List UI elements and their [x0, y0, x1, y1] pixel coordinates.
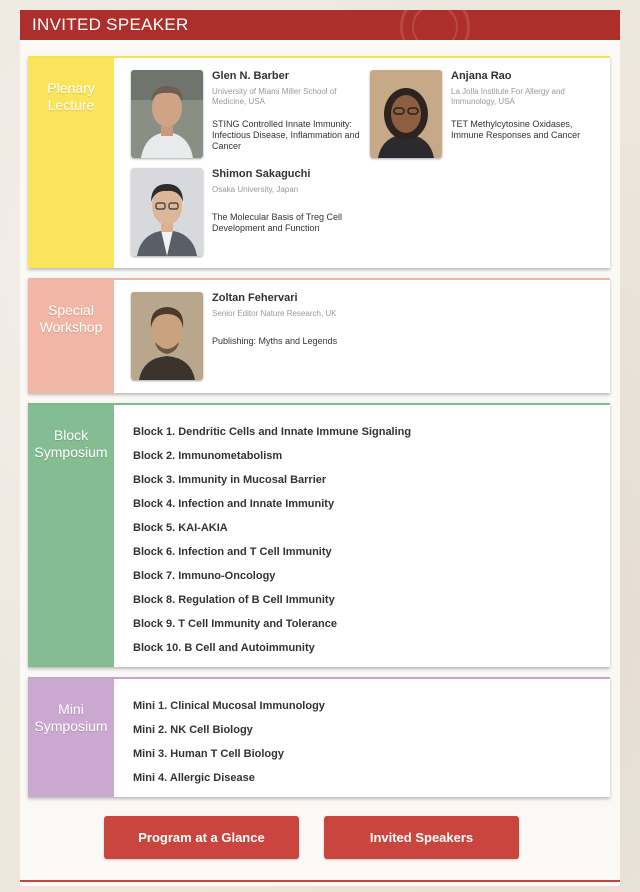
speaker-name: Zoltan Fehervari	[212, 292, 298, 304]
section-label-line: Special	[48, 302, 94, 318]
program-at-a-glance-button[interactable]: Program at a Glance	[104, 816, 299, 859]
block-item[interactable]: Block 9. T Cell Immunity and Tolerance	[133, 618, 337, 630]
section-label-line: Plenary	[47, 80, 95, 96]
section-label-line: Mini	[58, 701, 84, 717]
section-label-line: Symposium	[34, 444, 108, 460]
special-workshop-section	[28, 278, 610, 393]
block-item[interactable]: Block 7. Immuno-Oncology	[133, 570, 276, 582]
invited-speakers-button[interactable]: Invited Speakers	[324, 816, 519, 859]
section-label-special	[28, 280, 114, 393]
page-title: INVITED SPEAKER	[32, 15, 189, 34]
speaker-talk-title: The Molecular Basis of Treg Cell Development and Function	[212, 212, 343, 233]
block-item[interactable]: Block 10. B Cell and Autoimmunity	[133, 642, 315, 654]
bottom-divider	[20, 880, 620, 882]
speaker-name: Shimon Sakaguchi	[212, 168, 311, 180]
speaker-photo	[370, 70, 442, 158]
plenary-lecture-section	[28, 56, 610, 268]
speaker-affiliation: University of Miami Miller School of Medicine, USA	[212, 87, 337, 106]
speaker-photo	[131, 168, 203, 256]
section-label-line: Workshop	[39, 319, 103, 335]
speaker-talk-title: STING Controlled Innate Immunity: Infectious Disease, Inflammation and Cancer	[212, 119, 360, 151]
block-item[interactable]: Block 2. Immunometabolism	[133, 450, 283, 462]
section-label-plenary	[28, 58, 114, 268]
mini-item[interactable]: Mini 1. Clinical Mucosal Immunology	[133, 700, 325, 712]
speaker-name: Anjana Rao	[451, 70, 512, 82]
speaker-affiliation: Osaka University, Japan	[212, 185, 299, 194]
block-symposium-section	[28, 403, 610, 667]
mini-item[interactable]: Mini 2. NK Cell Biology	[133, 724, 253, 736]
block-item[interactable]: Block 1. Dendritic Cells and Innate Immune Signaling	[133, 426, 412, 438]
section-label-block	[28, 405, 114, 667]
speaker-affiliation: Senior Editor Nature Research, UK	[212, 309, 337, 318]
block-item[interactable]: Block 4. Infection and Innate Immunity	[133, 498, 335, 510]
header-ornament-inner	[412, 10, 458, 40]
speaker-affiliation: La Jolla Institute For Allergy and Immunology, USA	[451, 87, 565, 106]
mini-list	[133, 699, 325, 795]
section-label-line: Lecture	[47, 97, 95, 113]
block-list	[133, 425, 411, 665]
mini-item[interactable]: Mini 4. Allergic Disease	[133, 772, 255, 784]
section-label-line: Symposium	[34, 718, 108, 734]
block-item[interactable]: Block 3. Immunity in Mucosal Barrier	[133, 474, 327, 486]
section-label-mini	[28, 679, 114, 797]
block-item[interactable]: Block 5. KAI-AKIA	[133, 522, 228, 534]
speaker-talk-title: Publishing: Myths and Legends	[212, 336, 338, 346]
block-item[interactable]: Block 8. Regulation of B Cell Immunity	[133, 594, 335, 606]
speaker-name: Glen N. Barber	[212, 70, 290, 82]
speaker-photo	[131, 292, 203, 380]
mini-item[interactable]: Mini 3. Human T Cell Biology	[133, 748, 284, 760]
speaker-talk-title: TET Methylcytosine Oxidases, Immune Responses and Cancer	[451, 119, 581, 140]
section-label-line: Block	[53, 427, 89, 443]
speaker-photo	[131, 70, 203, 158]
mini-symposium-section	[28, 677, 610, 797]
page-header	[20, 10, 620, 40]
block-item[interactable]: Block 6. Infection and T Cell Immunity	[133, 546, 332, 558]
